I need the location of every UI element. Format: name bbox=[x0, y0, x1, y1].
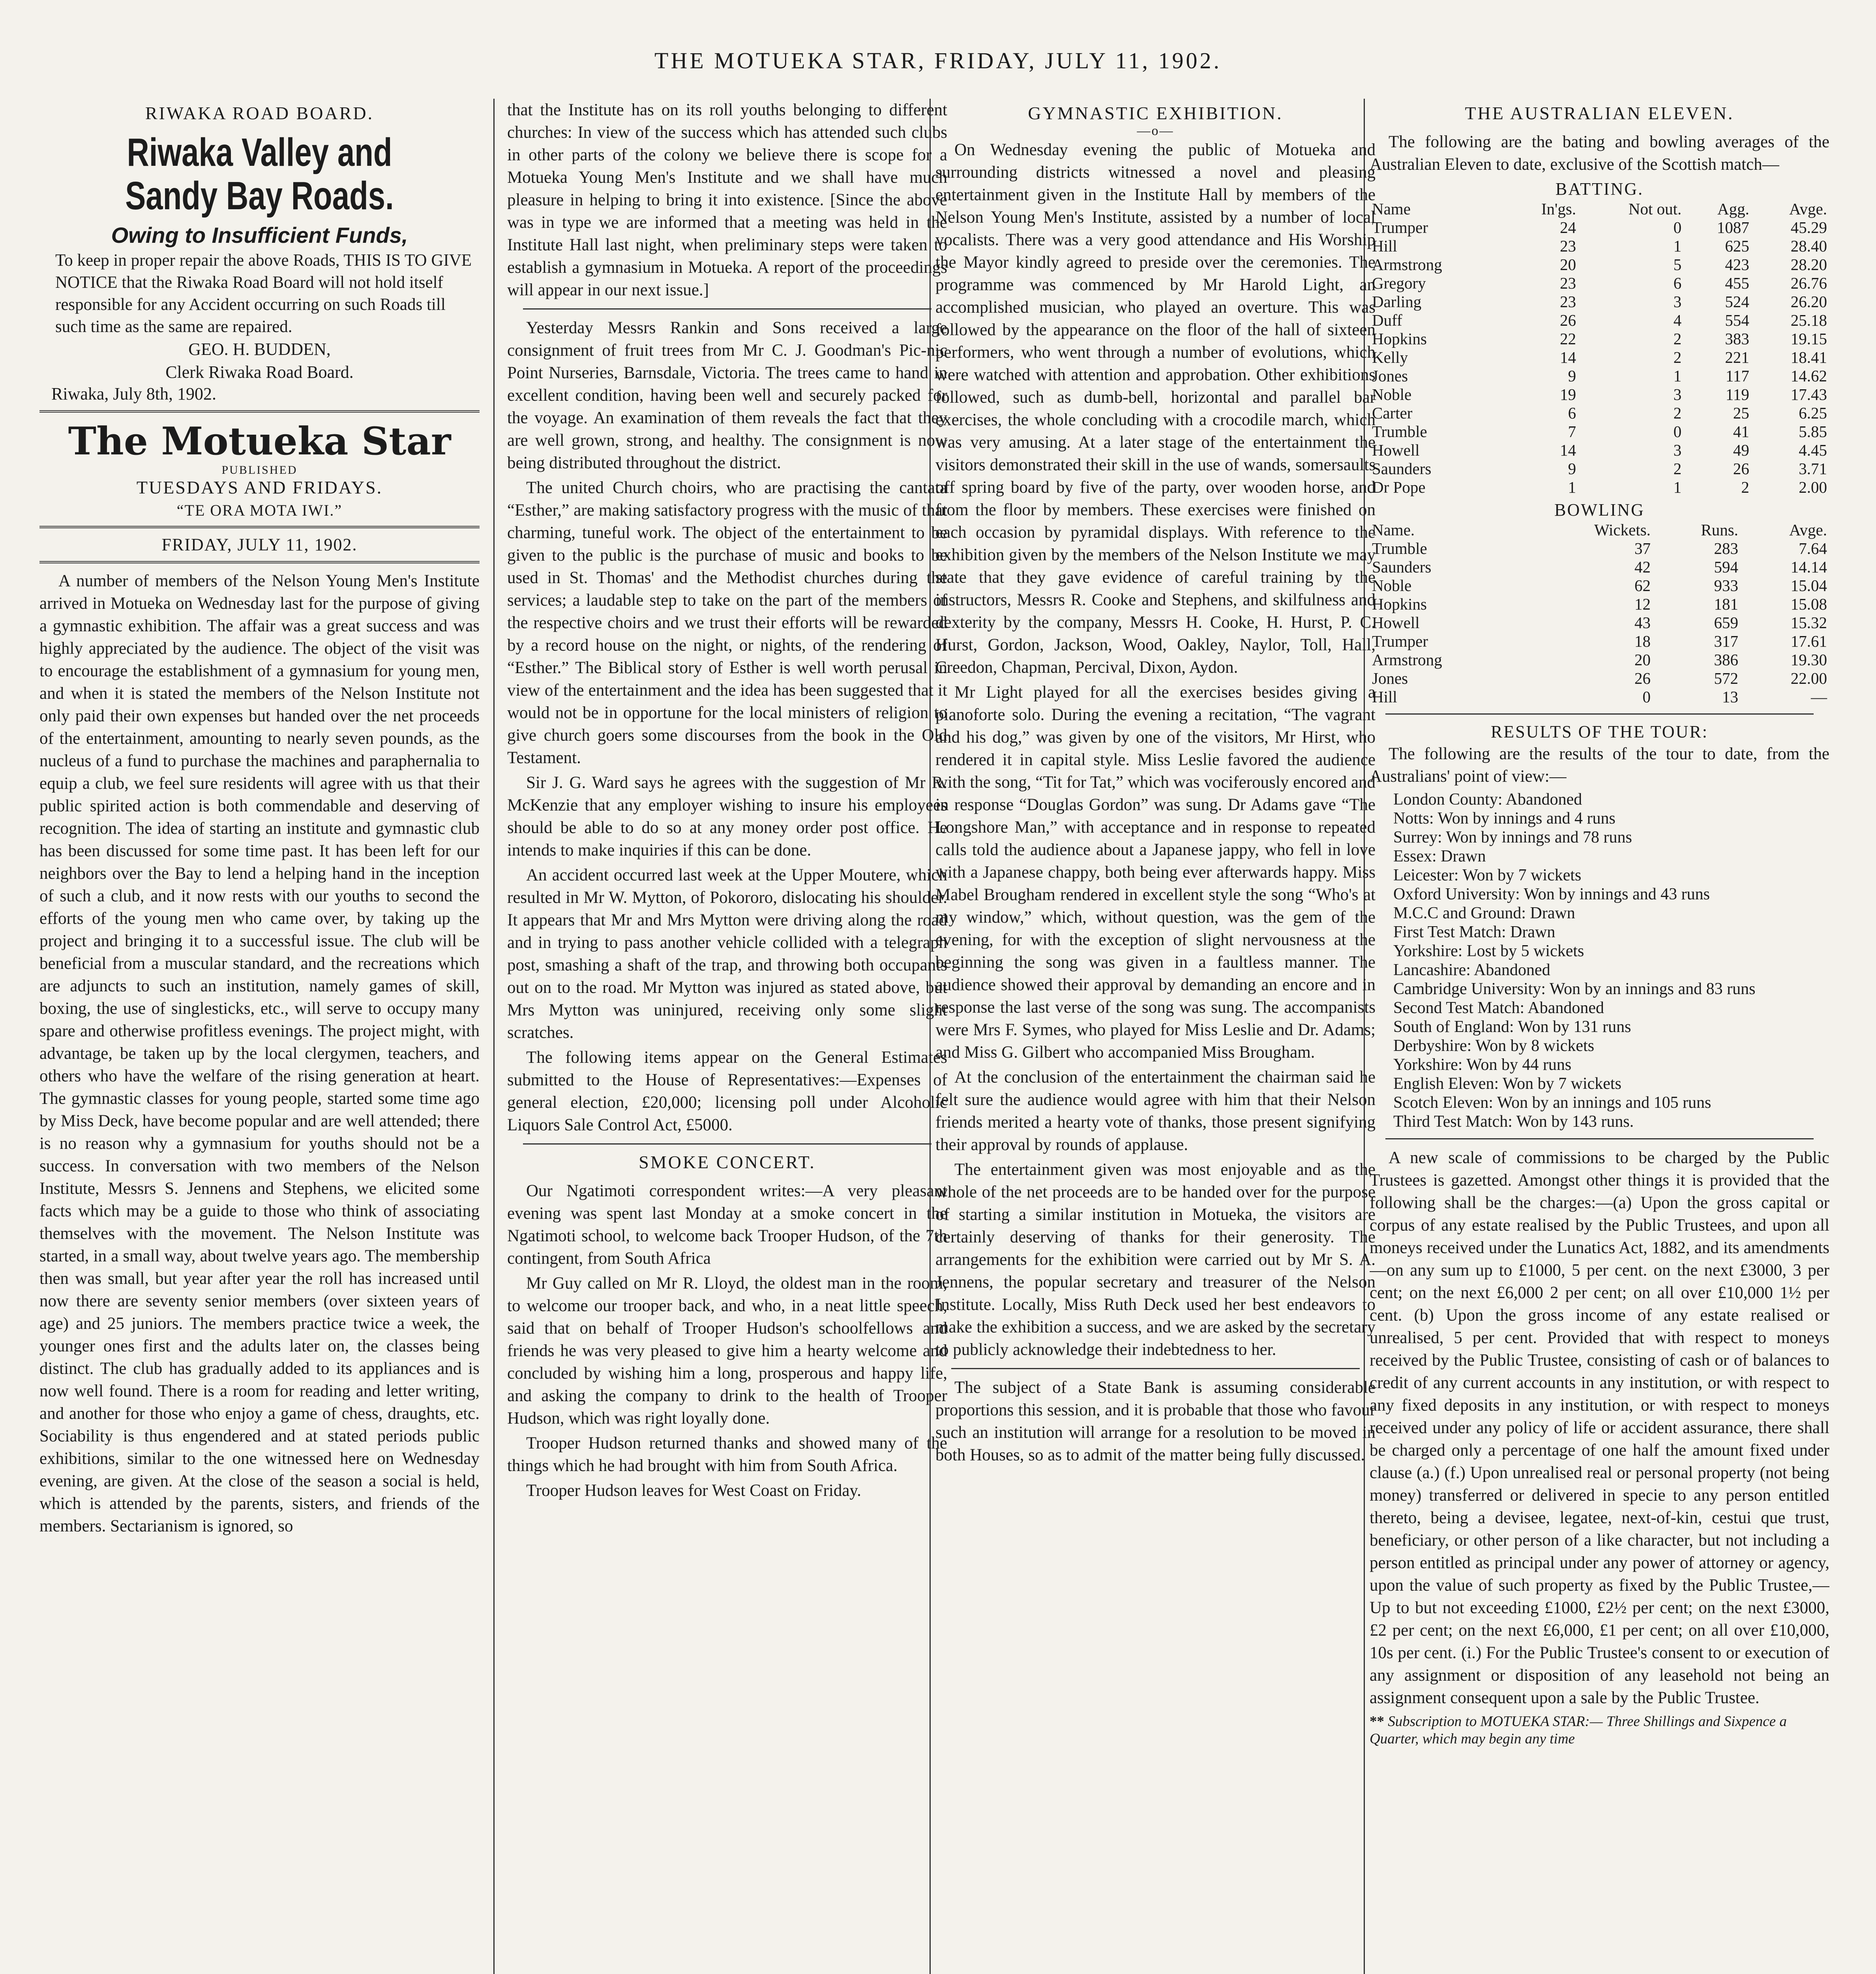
player-name: Trumper bbox=[1372, 632, 1428, 650]
player-name: Trumper bbox=[1372, 218, 1428, 236]
stat-cell: 181 bbox=[1714, 595, 1738, 613]
notice-subtitle: Owing to Insufficient Funds, bbox=[111, 223, 408, 248]
state-bank-text: The subject of a State Bank is assuming considerable proportions this session, and it is probable that those who favour such an institution will arrange for a resolution to be moved in both Houses, so as to admit of the matter being fully discussed. bbox=[935, 1378, 1376, 1464]
stat-cell: 594 bbox=[1714, 558, 1738, 576]
stat-cell: 26 bbox=[1733, 460, 1749, 478]
stat-cell: 283 bbox=[1714, 539, 1738, 557]
stat-cell: 19.30 bbox=[1790, 651, 1827, 669]
column-rule bbox=[493, 99, 495, 1974]
table-row bbox=[1370, 404, 1829, 422]
table-row bbox=[1370, 651, 1829, 669]
table-row bbox=[1370, 385, 1829, 404]
stat-cell: 3 bbox=[1673, 441, 1682, 459]
divider bbox=[1385, 713, 1814, 715]
table-row bbox=[1370, 478, 1829, 497]
published-label: PUBLISHED bbox=[221, 463, 298, 477]
gymnastic-text: The entertainment given was most enjoyable and as the whole of the net proceeds are to be handed over for the purpose of starting a similar institution in Motueka, the visitors are certainly deserving of thanks for their generosity. The arrangements for the exhibition were carried out by Mr S. A. Jennens, the popular secretary and treasurer of the Nelson Institute. Locally, Miss Ruth Deck used her best endeavors to make the exhibition a success, and we are asked by the secretary to publicly acknowledge their indebtedness to her. bbox=[935, 1160, 1376, 1359]
divider bbox=[951, 1368, 1360, 1369]
article-choirs: The united Church choirs, who are practising the cantata “Esther,” are making satisfactory progress with the music of that charming, tuneful work. The object of the entertainment to be given to the public is the purchase of music and books to be used in St. Thomas' and the Methodist churches during the services; a laudable step to take on the part of the members of the respective choirs and we trust their efforts will be rewarded by a record house on the night, or nights, of the rendering of “Esther.” The Biblical story of Esther is well worth perusal in view of the entertainment and the idea has been suggested that it would not be in opportune for the local ministers of religion to give church goers some discourses from the book in the Old Testament. bbox=[507, 478, 947, 767]
smoke-concert-text: Mr Guy called on Mr R. Lloyd, the oldest man in the room, to welcome our trooper back, and who, in a neat little speech, said that on behalf of Trooper Hudson's schoolfellows and friends he was very pleased to give him a hearty welcome and concluded by wishing him a long, prosperous and happy life, and asking the company to drink to the health of Trooper Hudson, which was right loyally done. bbox=[507, 1274, 947, 1428]
player-name: Hopkins bbox=[1372, 330, 1427, 348]
stat-cell: 2.00 bbox=[1799, 478, 1827, 496]
divider bbox=[39, 526, 480, 528]
stat-cell: 423 bbox=[1725, 255, 1749, 274]
stat-cell: 45.29 bbox=[1790, 218, 1827, 236]
player-name: Hill bbox=[1372, 688, 1397, 706]
stat-cell: 26 bbox=[1560, 311, 1576, 329]
issue-date: FRIDAY, JULY 11, 1902. bbox=[161, 535, 358, 554]
table-header-cell: Name. bbox=[1372, 521, 1415, 539]
stat-cell: 1 bbox=[1673, 237, 1682, 255]
stat-cell: 6 bbox=[1568, 404, 1576, 422]
stat-cell: 3.71 bbox=[1799, 460, 1827, 478]
stat-cell: 1087 bbox=[1717, 218, 1749, 236]
heading-ornament: —o— bbox=[1137, 124, 1174, 138]
results-heading: RESULTS OF THE TOUR: bbox=[1490, 722, 1709, 741]
smoke-concert-text: Trooper Hudson leaves for West Coast on Friday. bbox=[526, 1481, 861, 1500]
stat-cell: 3 bbox=[1673, 385, 1682, 403]
player-name: Darling bbox=[1372, 293, 1422, 311]
stat-cell: 1 bbox=[1673, 367, 1682, 385]
gymnastic-text: At the conclusion of the entertainment the chairman said he felt sure the audience would agree with him that their Nelson friends merited a hearty vote of thanks, those present signifying their approval by rounds of applause. bbox=[935, 1068, 1376, 1154]
smoke-concert-text: Our Ngatimoti correspondent writes:—A very pleasant evening was spent last Monday at a smoke concert in the Ngatimoti school, to welcome back Trooper Hudson, of the 7th contingent, from South Africa bbox=[507, 1182, 947, 1268]
column-2 bbox=[507, 99, 947, 1974]
stat-cell: 2 bbox=[1741, 478, 1749, 496]
stat-cell: 2 bbox=[1673, 348, 1682, 366]
player-name: Saunders bbox=[1372, 558, 1432, 576]
table-row bbox=[1370, 558, 1829, 576]
paper-motto: “TE ORA MOTA IWI.” bbox=[176, 501, 343, 519]
result-item: Yorkshire: Won by 44 runs bbox=[1393, 1056, 1572, 1074]
player-name: Dr Pope bbox=[1372, 478, 1426, 496]
table-row bbox=[1370, 367, 1829, 385]
table-header-cell: Avge. bbox=[1789, 521, 1827, 539]
paper-nameplate: The Motueka Star bbox=[68, 419, 451, 463]
stat-cell: 2 bbox=[1673, 460, 1682, 478]
player-name: Armstrong bbox=[1372, 255, 1442, 274]
article-estimates: The following items appear on the General Estimates submitted to the House of Representatives:—Expenses of general election, £20,000; licensing poll under Alcoholic Liquors Sale Control Act, £5000. bbox=[507, 1048, 947, 1134]
stat-cell: 25.18 bbox=[1790, 311, 1827, 329]
stat-cell: 24 bbox=[1560, 218, 1576, 236]
player-name: Noble bbox=[1372, 385, 1412, 403]
stat-cell: 23 bbox=[1560, 274, 1576, 292]
stat-cell: 2 bbox=[1673, 404, 1682, 422]
smoke-concert-heading: SMOKE CONCERT. bbox=[639, 1152, 816, 1172]
stat-cell: 5.85 bbox=[1799, 422, 1827, 441]
table-row bbox=[1370, 669, 1829, 688]
stat-cell: 117 bbox=[1725, 367, 1749, 385]
table-row bbox=[1370, 422, 1829, 441]
stat-cell: 14.14 bbox=[1790, 558, 1827, 576]
stat-cell: 7.64 bbox=[1799, 539, 1827, 557]
stat-cell: 26 bbox=[1634, 669, 1651, 687]
result-item: Yorkshire: Lost by 5 wickets bbox=[1393, 942, 1584, 960]
stat-cell: 15.32 bbox=[1790, 614, 1827, 632]
stat-cell: 26.76 bbox=[1790, 274, 1827, 292]
table-row bbox=[1370, 688, 1829, 706]
stat-cell: 23 bbox=[1560, 293, 1576, 311]
table-header-cell: Avge. bbox=[1789, 200, 1827, 218]
player-name: Carter bbox=[1372, 404, 1413, 422]
smoke-concert-text: Trooper Hudson returned thanks and showed many of the things which he had brought with him from South Africa. bbox=[507, 1434, 947, 1475]
result-item: First Test Match: Drawn bbox=[1393, 923, 1556, 941]
stat-cell: 18 bbox=[1634, 632, 1651, 650]
player-name: Howell bbox=[1372, 614, 1420, 632]
stat-cell: 18.41 bbox=[1790, 348, 1827, 366]
result-item: Derbyshire: Won by 8 wickets bbox=[1393, 1037, 1595, 1055]
stat-cell: 49 bbox=[1733, 441, 1749, 459]
stat-cell: 933 bbox=[1714, 576, 1738, 595]
table-row bbox=[1370, 539, 1829, 558]
results-intro: The following are the results of the tour to date, from the Australians' point of view:— bbox=[1370, 745, 1829, 786]
table-row bbox=[1370, 237, 1829, 255]
table-row bbox=[1370, 632, 1829, 651]
article-accident: An accident occurred last week at the Upper Moutere, which resulted in Mr W. Mytton, of Pokororo, dislocating his shoulder. It appears that Mr and Mrs Mytton were driving along the road and in trying to pass another vehicle collided with a telegraph post, smashing a shaft of the trap, and throwing both occupants out on to the road. Mr Mytton was injured as stated above, but Mrs Mytton was uninjured, receiving only some slight scratches. bbox=[507, 866, 947, 1042]
table-header-cell: Not out. bbox=[1628, 200, 1682, 218]
stat-cell: 20 bbox=[1634, 651, 1651, 669]
article-ward: Sir J. G. Ward says he agrees with the suggestion of Mr R. McKenzie that any employer wishing to insure his employees should be able to do so at any money order post office. He intends to make inquiries if this can be done. bbox=[507, 773, 947, 859]
divider bbox=[523, 1143, 931, 1145]
column-1 bbox=[39, 99, 480, 1974]
stat-cell: 554 bbox=[1725, 311, 1749, 329]
stat-cell: 37 bbox=[1634, 539, 1651, 557]
stat-cell: 0 bbox=[1673, 218, 1682, 236]
stat-cell: 3 bbox=[1673, 293, 1682, 311]
notice-signer-title: Clerk Riwaka Road Board. bbox=[165, 362, 354, 382]
result-item: Essex: Drawn bbox=[1393, 847, 1486, 865]
stat-cell: 572 bbox=[1714, 669, 1738, 687]
stat-cell: 1 bbox=[1568, 478, 1576, 496]
stat-cell: 43 bbox=[1634, 614, 1651, 632]
result-item: South of England: Won by 131 runs bbox=[1393, 1018, 1631, 1036]
result-item: English Eleven: Won by 7 wickets bbox=[1393, 1075, 1621, 1093]
result-item: Leicester: Won by 7 wickets bbox=[1393, 866, 1582, 884]
player-name: Duff bbox=[1372, 311, 1402, 329]
stat-cell: 14 bbox=[1560, 441, 1576, 459]
publication-days: TUESDAYS AND FRIDAYS. bbox=[136, 477, 383, 497]
stat-cell: 22 bbox=[1560, 330, 1576, 348]
player-name: Gregory bbox=[1372, 274, 1426, 292]
notice-title: Riwaka Valley and Sandy Bay Roads. bbox=[125, 130, 394, 218]
stat-cell: 9 bbox=[1568, 367, 1576, 385]
player-name: Trumble bbox=[1372, 539, 1427, 557]
stat-cell: 659 bbox=[1714, 614, 1738, 632]
stat-cell: 17.61 bbox=[1790, 632, 1827, 650]
stat-cell: 17.43 bbox=[1790, 385, 1827, 403]
stat-cell: 28.40 bbox=[1790, 237, 1827, 255]
stat-cell: 524 bbox=[1725, 293, 1749, 311]
stat-cell: 383 bbox=[1725, 330, 1749, 348]
table-row bbox=[1370, 460, 1829, 478]
subscription-label: Subscription to MOTUEKA STAR:— bbox=[1388, 1713, 1603, 1730]
table-header-cell: Agg. bbox=[1717, 200, 1749, 218]
stat-cell: 625 bbox=[1725, 237, 1749, 255]
stat-cell: 6 bbox=[1673, 274, 1682, 292]
gymnastic-heading: GYMNASTIC EXHIBITION. bbox=[1028, 103, 1283, 123]
stat-cell: 4 bbox=[1673, 311, 1682, 329]
page-masthead: THE MOTUEKA STAR, FRIDAY, JULY 11, 1902. bbox=[654, 48, 1222, 73]
result-item: Lancashire: Abandoned bbox=[1393, 961, 1550, 979]
table-header-cell: In'gs. bbox=[1541, 200, 1576, 218]
stat-cell: 20 bbox=[1560, 255, 1576, 274]
player-name: Jones bbox=[1372, 367, 1408, 385]
stat-cell: 62 bbox=[1634, 576, 1651, 595]
result-item: Third Test Match: Won by 143 runs. bbox=[1393, 1113, 1634, 1131]
gymnastic-text: Mr Light played for all the exercises besides giving a pianoforte solo. During the evening a recitation, “The vagrant and his dog,” was given by one of the visitors, Mr Hirst, who rendered it in capital style. Miss Leslie favored the audience with the song, “Tit for Tat,” which was vociferously encored and in response “Douglas Gordon” was sung. Dr Adams gave “The Longshore Man,” with acceptance and in response to repeated calls told the audience about a Japanese jappy, who fell in love with a Japanese chappy, both being ever afterwards happy. Miss Mabel Brougham rendered in excellent style the song “Who's at my window,” which, without question, was the gem of the evening, for with the exception of slight nervousness at the beginning the song was given in a faultless manner. The audience showed their approval by demanding an encore and in response the last verse of the song was sung. The accompanists were Mrs F. Symes, who played for Miss Leslie and Dr. Adams; and Miss G. Gilbert who accompanied Miss Brougham. bbox=[935, 683, 1376, 1062]
table-row bbox=[1370, 614, 1829, 632]
stat-cell: 9 bbox=[1568, 460, 1576, 478]
batting-table bbox=[1370, 200, 1829, 497]
stat-cell: 23 bbox=[1560, 237, 1576, 255]
divider bbox=[1385, 1138, 1814, 1139]
player-name: Hill bbox=[1372, 237, 1397, 255]
subscription-notice: ** Subscription to MOTUEKA STAR:— Three Shillings and Sixpence a Quarter, which may begin any time bbox=[1370, 1713, 1787, 1747]
notice-signer: GEO. H. BUDDEN, bbox=[188, 340, 331, 359]
stat-cell: 119 bbox=[1725, 385, 1749, 403]
column-4 bbox=[1370, 99, 1829, 1974]
gymnastic-text: On Wednesday evening the public of Motueka and surrounding districts witnessed a novel and pleasing entertainment given in the Institute Hall by members of the Nelson Young Men's Institute, assisted by a number of local vocalists. There was a very good attendance and His Worship the Mayor kindly agreed to preside over the ceremonies. The programme was commenced by Mr Harold Light, an accomplished musician, who played an overture. This was followed by the appearance on the floor of the hall of sixteen performers, who went through a number of evolutions, which were watched with attention and approbation. Other exhibitions followed, such as dumb-bell, horizontal and parallel bar exercises, the whole concluding with a crocodile march, which was very amusing. At a later stage of the entertainment the visitors demonstrated their skill in the use of wands, somersaults off spring board by five of the party, over wooden horse, and from the floor by members. These exercises were finished on each occasion by pyramidal displays. With reference to the exhibition given by the members of the Nelson Institute we may state that they gave evidence of careful training by the instructors, Messrs R. Cooke and Stephens, and skilfulness and dexterity by the company, Messrs H. Cooke, H. Hurst, P. C. Hurst, Gordon, Jackson, Wood, Oakley, Naylor, Toll, Hall, Creedon, Chapman, Percival, Dixon, Aydon. bbox=[935, 141, 1376, 677]
result-item: M.C.C and Ground: Drawn bbox=[1393, 904, 1575, 922]
player-name: Hopkins bbox=[1372, 595, 1427, 613]
stat-cell: 6.25 bbox=[1799, 404, 1827, 422]
stat-cell: 13 bbox=[1722, 688, 1738, 706]
notice-body: To keep in proper repair the above Roads, THIS IS TO GIVE NOTICE that the Riwaka Road Board will not hold itself responsible for any Accident occurring on such Roads till such time as the same are repaired. bbox=[55, 251, 472, 336]
stat-cell: — bbox=[1811, 688, 1827, 706]
player-name: Saunders bbox=[1372, 460, 1432, 478]
stat-cell: 4.45 bbox=[1799, 441, 1827, 459]
editorial-text: A number of members of the Nelson Young Men's Institute arrived in Motueka on Wednesday last for the purpose of giving a gymnastic exhibition. The affair was a great success and was highly appreciated by the audience. The object of the visit was to encourage the establishment of a gymnasium for young men, and when it is stated the members of the Nelson Institute not only paid their own expenses but handed over the net proceeds of the entertainment, amounting to nearly seven pounds, as the nucleus of a fund to purchase the machines and paraphernalia to equip a club, we feel sure residents will agree with us that their public spirited action is both commendable and deserving of recognition. The idea of starting an institute and gymnastic club has been discussed for some time past. It has been left for our neighbors over the Bay to lend a helping hand in the inception of such a club, and it now rests with our youths to second the efforts of the young men who came over, by taking up the project and bringing it to a successful issue. The club will be beneficial from a muscular standard, and the recreations which are adjuncts to such an institution, namely games of skill, boxing, the use of singlesticks, etc., will serve to occupy many spare and otherwise profitless evenings. The project might, with advantage, be taken up by the local clergymen, teachers, and others who have the welfare of the rising generation at heart. The gymnastic classes for young people, started some time ago by Miss Deck, have become popular and are well attended; there is no reason why a gymnasium for youths should not be a success. In conversation with two members of the Nelson Institute, Messrs S. Jennens and Stephens, we elicited some facts which may be a guide to those who think of associating themselves with the movement. The Nelson Institute was started, in a small way, about twelve years ago. The membership then was small, but year after year the roll has increased until now there are seventy senior members (over sixteen years of age) and 25 juniors. The members practice twice a week, the younger ones first and the adults later on, the classes being distinct. The club has gradually added to its appliances and is now well found. There is a room for reading and letter writing, and another for those who enjoy a game of chess, draughts, etc. Sociability is thus engendered and at stated periods public exhibitions, similar to the one witnessed here on Wednesday evening, are given. At the close of the season a social is held, which is attended by the parents, sisters, and friends of the members. Sectarianism is ignored, so bbox=[39, 572, 480, 1535]
table-row bbox=[1370, 255, 1829, 274]
batting-heading: BATTING. bbox=[1555, 179, 1644, 199]
stat-cell: 19 bbox=[1560, 385, 1576, 403]
stat-cell: 41 bbox=[1733, 422, 1749, 441]
stat-cell: 14.62 bbox=[1790, 367, 1827, 385]
table-row bbox=[1370, 311, 1829, 330]
result-item: Cambridge University: Won by an innings and 83 runs bbox=[1393, 980, 1756, 998]
result-item: Surrey: Won by innings and 78 runs bbox=[1393, 828, 1632, 846]
stat-cell: 455 bbox=[1725, 274, 1749, 292]
stat-cell: 22.00 bbox=[1790, 669, 1827, 687]
divider bbox=[39, 561, 480, 563]
subscription-text: Three Shillings and Sixpence a Quarter, which may begin any time bbox=[1370, 1713, 1787, 1747]
stat-cell: 12 bbox=[1634, 595, 1651, 613]
player-name: Trumble bbox=[1372, 422, 1427, 441]
table-header-cell: Runs. bbox=[1701, 521, 1738, 539]
player-name: Noble bbox=[1372, 576, 1412, 595]
stat-cell: 25 bbox=[1733, 404, 1749, 422]
player-name: Howell bbox=[1372, 441, 1420, 459]
divider bbox=[39, 410, 480, 413]
table-row bbox=[1370, 274, 1829, 293]
table-row bbox=[1370, 293, 1829, 311]
table-row bbox=[1370, 348, 1829, 367]
averages-intro: The following are the bating and bowling averages of the Australian Eleven to date, exclusive of the Scottish match— bbox=[1370, 133, 1829, 174]
player-name: Armstrong bbox=[1372, 651, 1442, 669]
result-item: Oxford University: Won by innings and 43 runs bbox=[1393, 885, 1710, 903]
stat-cell: 26.20 bbox=[1790, 293, 1827, 311]
column-3 bbox=[935, 99, 1376, 1974]
stat-cell: 317 bbox=[1714, 632, 1738, 650]
result-item: Scotch Eleven: Won by an innings and 105 runs bbox=[1393, 1094, 1711, 1112]
bowling-table bbox=[1370, 521, 1829, 706]
notice-dateline: Riwaka, July 8th, 1902. bbox=[51, 384, 216, 403]
stat-cell: 28.20 bbox=[1790, 255, 1827, 274]
stat-cell: 15.04 bbox=[1790, 576, 1827, 595]
stat-cell: 15.08 bbox=[1790, 595, 1827, 613]
table-header-cell: Wickets. bbox=[1594, 521, 1651, 539]
player-name: Kelly bbox=[1372, 348, 1408, 366]
table-row bbox=[1370, 441, 1829, 460]
stat-cell: 2 bbox=[1673, 330, 1682, 348]
result-item: Notts: Won by innings and 4 runs bbox=[1393, 809, 1615, 828]
stat-cell: 14 bbox=[1560, 348, 1576, 366]
results-list bbox=[1370, 790, 1829, 1131]
result-item: London County: Abandoned bbox=[1393, 790, 1582, 809]
editorial-continuation: that the Institute has on its roll youths belonging to different churches: In view of the success which has attended such clubs in other parts of the colony we believe there is scope for a Motueka Young Men's Institute and we shall have much pleasure in helping to bring it into existence. [Since the above was in type we are informed that a meeting was held in the Institute Hall last night, when preliminary steps were taken to establish a gymnasium in Motueka. A report of the proceedings will appear in our next issue.] bbox=[507, 101, 947, 299]
stat-cell: 5 bbox=[1673, 255, 1682, 274]
table-row bbox=[1370, 218, 1829, 237]
bowling-heading: BOWLING bbox=[1554, 500, 1645, 520]
stat-cell: 0 bbox=[1673, 422, 1682, 441]
result-item: Second Test Match: Abandoned bbox=[1393, 999, 1604, 1017]
player-name: Jones bbox=[1372, 669, 1408, 687]
stat-cell: 386 bbox=[1714, 651, 1738, 669]
stat-cell: 221 bbox=[1725, 348, 1749, 366]
table-row bbox=[1370, 595, 1829, 614]
article-rankin: Yesterday Messrs Rankin and Sons received a large consignment of fruit trees from Mr C. J. Goodman's Pic-nic Point Nurseries, Barnsdale, Victoria. The trees came to hand in excellent condition, having been well and securely packed for the voyage. An examination of them reveals the fact that they are well grown, strong, and healthy. The consignment is now being distributed throughout the district. bbox=[507, 319, 947, 472]
board-heading: RIWAKA ROAD BOARD. bbox=[145, 103, 374, 123]
divider bbox=[523, 308, 931, 310]
stat-cell: 1 bbox=[1673, 478, 1682, 496]
public-trustee-text: A new scale of commissions to be charged by the Public Trustees is gazetted. Amongst other things it is provided that the following shall be the charges:—(a) Upon the gross capital or corpus of any estate realised by the Public Trustees, and upon all moneys received under the Lunatics Act, 1882, and its amendments—on any sum up to £1000, 5 per cent. on the next £3000, 3 per cent; on the next £6,000 2 per cent; on all over £10,000 1½ per cent. (b) Upon the gross income of any estate realised or unrealised, 5 per cent. Provided that with respect to moneys received by the Public Trustee, consisting of cash or of balances to credit of any current accounts in any institution, or with respect to any fixed deposits in any institution, or with respect to moneys received under any policy of life or accident assurance, there shall be charged only a percentage of one half the amount fixed under clause (a.) (f.) Upon unrealised real or personal property (not being money) transferred or delivered in specie to any person entitled thereto, being a devisee, legatee, next-of-kin, cestui que trust, beneficiary, or other person of a like character, but not including a person entitled as principal under any power of attorney or agency, upon the value of such property as fixed by the Public Trustee,—Up to but not exceeding £1000, £2½ per cent; on the next £3000, £2 per cent; on the next £6,000, £1 per cent; on all over £10,000, 10s per cent. (i.) For the Public Trustee's consent to or execution of any assignment or disposition of any leasehold not being an assignment consequent upon a sale by the Public Trustee. bbox=[1370, 1148, 1829, 1707]
stat-cell: 7 bbox=[1568, 422, 1576, 441]
australian-eleven-heading: THE AUSTRALIAN ELEVEN. bbox=[1465, 103, 1734, 123]
stat-cell: 19.15 bbox=[1790, 330, 1827, 348]
stat-cell: 42 bbox=[1634, 558, 1651, 576]
table-header-cell: Name bbox=[1372, 200, 1411, 218]
stat-cell: 0 bbox=[1642, 688, 1651, 706]
table-row bbox=[1370, 330, 1829, 348]
table-row bbox=[1370, 576, 1829, 595]
